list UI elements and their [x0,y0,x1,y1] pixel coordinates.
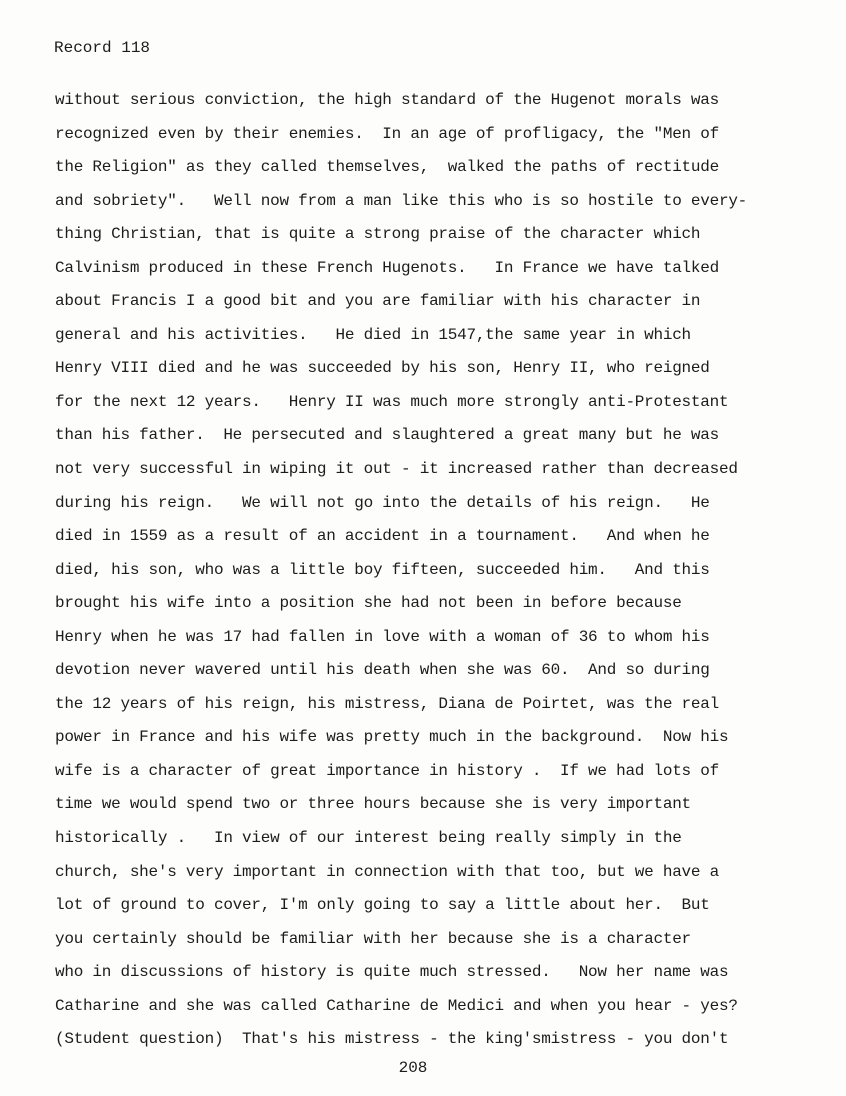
text-line: church, she's very important in connection with that too, but we have a [55,862,719,881]
text-line: lot of ground to cover, I'm only going to say a little about her. But [55,896,710,915]
text-line: the Religion" as they called themselves, walked the paths of rectitude [55,158,719,177]
text-line: and sobriety". Well now from a man like this who is so hostile to every- [55,191,748,210]
text-line: the 12 years of his reign, his mistress, Diana de Poirtet, was the real [55,694,719,713]
text-line: you certainly should be familiar with her because she is a character [55,929,691,948]
text-line: general and his activities. He died in 1547,the same year in which [55,325,691,344]
text-line: (Student question) That's his mistress - the king'smistress - you don't [55,1030,729,1049]
text-line: devotion never wavered until his death when she was 60. And so during [55,661,710,680]
text-line: about Francis I a good bit and you are familiar with his character in [55,292,701,311]
text-line: without serious conviction, the high standard of the Hugenot morals was [55,91,719,109]
text-line: time we would spend two or three hours because she is very important [55,795,691,814]
record-label: Record 118 [54,39,151,57]
body-text [55,89,815,1062]
text-line: during his reign. We will not go into the details of his reign. He [55,493,710,512]
text-line: Henry when he was 17 had fallen in love with a woman of 36 to whom his [55,627,710,646]
text-line: historically . In view of our interest being really simply in the [55,829,682,848]
text-line: who in discussions of history is quite much stressed. Now her name was [55,963,729,982]
text-line: wife is a character of great importance in history . If we had lots of [55,761,719,780]
page-number: 208 [398,1059,428,1077]
text-line: died in 1559 as a result of an accident in a tournament. And when he [55,527,710,546]
text-line: Catharine and she was called Catharine de Medici and when you hear - yes? [55,996,738,1015]
text-line: thing Christian, that is quite a strong praise of the character which [55,225,701,244]
text-line: power in France and his wife was pretty much in the background. Now his [55,728,729,747]
text-line: for the next 12 years. Henry II was much more strongly anti-Protestant [55,392,729,411]
text-line: Henry VIII died and he was succeeded by his son, Henry II, who reigned [55,359,710,378]
text-line: than his father. He persecuted and slaughtered a great many but he was [55,426,719,445]
text-line: died, his son, who was a little boy fifteen, succeeded him. And this [55,560,710,579]
text-line: brought his wife into a position she had not been in before because [55,594,682,613]
text-line: recognized even by their enemies. In an age of profligacy, the "Men of [55,124,719,143]
text-line: Calvinism produced in these French Hugenots. In France we have talked [55,258,719,277]
text-line: not very successful in wiping it out - it increased rather than decreased [55,460,738,479]
